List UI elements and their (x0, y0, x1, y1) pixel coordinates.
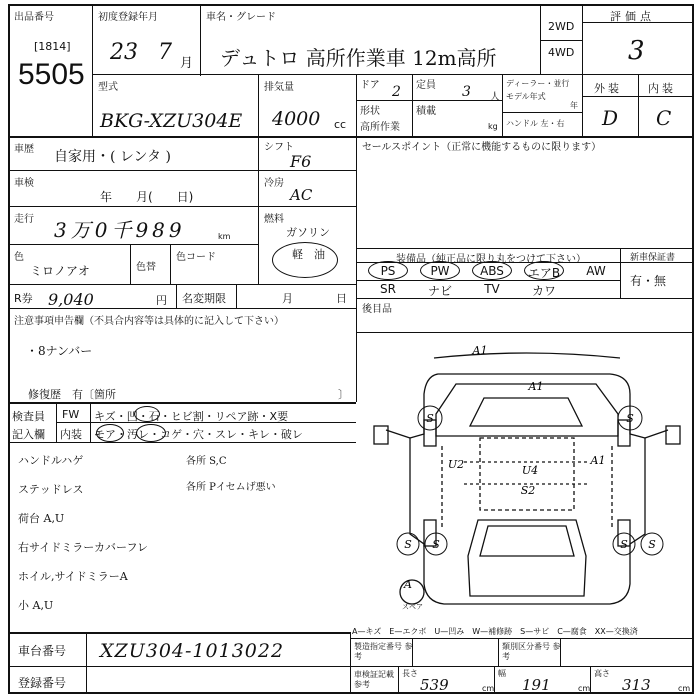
length-value: 539 (420, 676, 449, 694)
divider (356, 248, 694, 249)
divider (86, 632, 87, 694)
deadline-day: 日 (336, 292, 347, 305)
mark-circle (96, 424, 124, 442)
width-label: 幅 (498, 669, 506, 678)
remark-line: 荷台 A,U (18, 512, 65, 525)
damage-mark: A1 (472, 344, 488, 357)
divider (412, 638, 413, 666)
divider (502, 112, 582, 113)
fuel-value: ガソリン (286, 226, 330, 239)
divider (356, 332, 694, 333)
sales-label: セールスポイント（正常に機能するものに限ります） (362, 142, 602, 153)
inspection-label: 車検 (14, 178, 34, 189)
inspector-interior: 内装 (60, 428, 82, 441)
damage-mark: S (432, 538, 440, 551)
grade-value: 3 (628, 36, 645, 66)
dim-label: 車検証記載 参考 (354, 670, 394, 689)
chassis-label: 車台番号 (18, 644, 67, 658)
divider (356, 262, 694, 263)
damage-mark: A1 (590, 454, 606, 467)
inspector-fw-items: キズ・凹・石・ヒビ割・リペア跡・X要 (94, 410, 289, 423)
load-unit: kg (488, 122, 498, 131)
remark-line: 小 A,U (18, 599, 54, 612)
remark-line: ステッドレス (18, 483, 84, 496)
first-reg-month: 7 (158, 40, 172, 65)
divider (8, 244, 258, 245)
divider (200, 4, 201, 76)
mark-circle (134, 406, 160, 422)
damage-mark: S2 (520, 484, 536, 497)
divider (356, 100, 502, 101)
damage-mark: S (404, 538, 412, 551)
deadline-month: 月 (282, 292, 293, 305)
divider (494, 666, 495, 694)
equipment-item: PW (430, 264, 450, 278)
damage-mark: U2 (447, 458, 465, 471)
divider (540, 40, 582, 41)
divider (176, 284, 177, 308)
capacity-unit: 人 (490, 92, 500, 103)
damage-mark: S (626, 412, 634, 425)
damage-mark: U4 (521, 464, 539, 477)
color-code-label: 色コード (176, 252, 216, 263)
legend: A—キズ E—エクボ U—凹み W—補修跡 S—サビ C—腐食 XX—交換済 (352, 627, 638, 636)
capacity-label: 定員 (416, 80, 436, 91)
car-damage-diagram (360, 334, 694, 624)
ac-label: 冷房 (264, 178, 284, 189)
divider (258, 136, 259, 284)
divider (8, 402, 356, 404)
warranty-value: 有・無 (630, 274, 667, 288)
first-reg-unit: 月 (180, 56, 194, 71)
model-year-unit: 年 (570, 101, 578, 110)
inspector-label-1: 検査員 (12, 410, 45, 423)
divider (582, 4, 583, 136)
fuel-label: 燃料 (264, 214, 284, 225)
divider (412, 100, 413, 136)
divider (170, 244, 171, 284)
divider (356, 298, 694, 299)
inspector-label-2: 記入欄 (12, 428, 45, 441)
divider (398, 666, 399, 694)
divider (92, 4, 93, 136)
displacement-label: 排気量 (264, 82, 294, 93)
divider (356, 74, 357, 136)
interior-value: C (656, 106, 672, 130)
divider (582, 22, 694, 23)
divider (258, 74, 259, 136)
equipment-item: ABS (480, 264, 504, 278)
recycle-unit: 円 (156, 294, 167, 307)
lot-number: 5505 (18, 58, 85, 91)
divider (502, 74, 503, 136)
displacement-value: 4000 (272, 108, 321, 130)
height-value: 313 (622, 676, 651, 694)
lot-label: 出品番号 (14, 12, 54, 23)
equipment-circle (368, 261, 408, 280)
dealer-label: ディーラー・並行 (506, 79, 570, 88)
handle-label: ハンドル 左・右 (506, 119, 565, 128)
mileage-value: 3万0千989 (54, 218, 186, 242)
equipment-item: TV (484, 282, 500, 296)
first-reg-year: 23 (110, 40, 138, 65)
shift-label: シフト (264, 142, 294, 153)
divider (8, 442, 356, 443)
damage-mark: S (426, 412, 434, 425)
notes-label: 注意事項申告欄（不具合内容等は具体的に記入して下さい） (14, 316, 284, 327)
equipment-label: 装備品（純正品に限り丸をつけて下さい） (396, 254, 586, 265)
divider (8, 308, 356, 309)
divider (236, 284, 237, 308)
remark-line-right: 各所 S,C (186, 456, 227, 467)
exterior-value: D (602, 106, 619, 130)
damage-mark: A1 (528, 380, 544, 393)
inspector-interior-items: モア・汚レ・コゲ・穴・スレ・キレ・破レ (94, 428, 303, 441)
equipment-item: PS (380, 264, 396, 278)
car-name-value: デュトロ 高所作業車 12m高所 (220, 46, 497, 70)
equipment-item: AW (586, 264, 606, 278)
fuel-circle (272, 242, 338, 278)
shape-value: 高所作業 (360, 122, 400, 133)
divider (258, 170, 356, 171)
fuel-diesel: 軽 油 (292, 248, 325, 261)
equipment-circle (420, 261, 460, 280)
divider (8, 666, 350, 667)
divider (582, 96, 694, 97)
mileage-unit: km (218, 232, 231, 241)
damage-mark: S (648, 538, 656, 551)
color-label: 色 (14, 252, 24, 263)
divider (8, 284, 356, 285)
recolor-label: 色替 (136, 262, 156, 273)
equipment-item: エアB (527, 266, 561, 280)
divider (638, 74, 639, 136)
remark-line: 右サイドミラーカバーフレ (18, 541, 149, 554)
door-value: 2 (392, 84, 401, 100)
notes-value: ・8ナンバー (26, 344, 93, 358)
drive-4wd: 4WD (548, 46, 575, 59)
equipment-item: SR (380, 282, 396, 296)
shape-label: 形状 (360, 106, 380, 117)
divider (560, 638, 561, 666)
divider (8, 632, 350, 634)
interior-label: 内装 (648, 82, 676, 95)
type-label: 類別区分番号 参考 (502, 642, 561, 661)
history-value: 自家用・( レンタ ) (54, 149, 171, 165)
equipment-circle (524, 261, 564, 280)
divider (130, 244, 131, 284)
grade-label: 評価点 (610, 10, 655, 23)
reg-label: 登録番号 (18, 676, 67, 690)
length-unit: cm (482, 684, 495, 693)
divider (350, 632, 351, 694)
drive-2wd: 2WD (548, 20, 575, 33)
inspector-fw: FW (62, 408, 80, 421)
repair-label: 修復歴 有〔箇所 (28, 388, 116, 401)
remark-line: ハンドルハゲ (18, 454, 84, 467)
model-year-label: モデル年式 (506, 92, 546, 101)
exterior-label: 外装 (594, 82, 622, 95)
remark-line: ホイル,サイドミラーA (18, 570, 128, 583)
deadline-label: 名変期限 (182, 292, 226, 305)
divider (498, 638, 499, 666)
divider (350, 638, 694, 639)
width-unit: cm (578, 684, 591, 693)
shift-value: F6 (290, 152, 312, 171)
car-name-label: 車名・グレード (206, 12, 276, 23)
divider (540, 4, 541, 74)
displacement-unit: cc (334, 118, 347, 131)
divider (412, 74, 413, 100)
door-label: ドア (360, 80, 380, 91)
recycle-value: 9,040 (48, 290, 94, 309)
ac-value: AC (290, 186, 313, 204)
maker-label: 製造指定番号 参考 (354, 642, 413, 661)
divider (356, 136, 357, 402)
divider (258, 206, 356, 207)
damage-mark: A (404, 578, 412, 591)
repair-close: 〕 (338, 388, 349, 401)
equipment-item: ナビ (427, 284, 452, 298)
first-reg-label: 初度登録年月 (98, 12, 158, 23)
divider (8, 170, 258, 171)
divider (92, 74, 582, 75)
height-unit: cm (678, 684, 691, 693)
recycle-label: R券 (14, 292, 33, 305)
width-value: 191 (522, 676, 551, 694)
mileage-label: 走行 (14, 214, 34, 225)
load-label: 積載 (416, 106, 436, 117)
model-label: 型式 (98, 82, 118, 93)
inspection-value: 年 月( 日) (100, 190, 194, 204)
capacity-value: 3 (462, 84, 471, 100)
damage-mark: S (620, 538, 628, 551)
divider (350, 666, 694, 667)
mark-circle (136, 424, 166, 442)
chassis-value: XZU304-1013022 (100, 640, 285, 662)
warranty-label: 新車保証書 (630, 253, 676, 263)
history-label: 車歴 (14, 144, 34, 155)
equipment-circle (472, 261, 512, 280)
equipment-item: カワ (531, 284, 556, 298)
remark-line-right: 各所 Pイセムげ悪い (186, 482, 276, 493)
length-label: 長さ (402, 669, 418, 678)
spare-label: スペア (402, 603, 423, 611)
color-value: ミロノアオ (30, 264, 90, 278)
lot-bracket: [1814] (34, 40, 71, 53)
divider (56, 422, 356, 423)
divider (590, 666, 591, 694)
rear-seat-label: 後目品 (362, 304, 392, 315)
model-value: BKG-XZU304E (100, 110, 243, 132)
divider (8, 206, 258, 207)
height-label: 高さ (594, 669, 610, 678)
divider (356, 280, 620, 281)
